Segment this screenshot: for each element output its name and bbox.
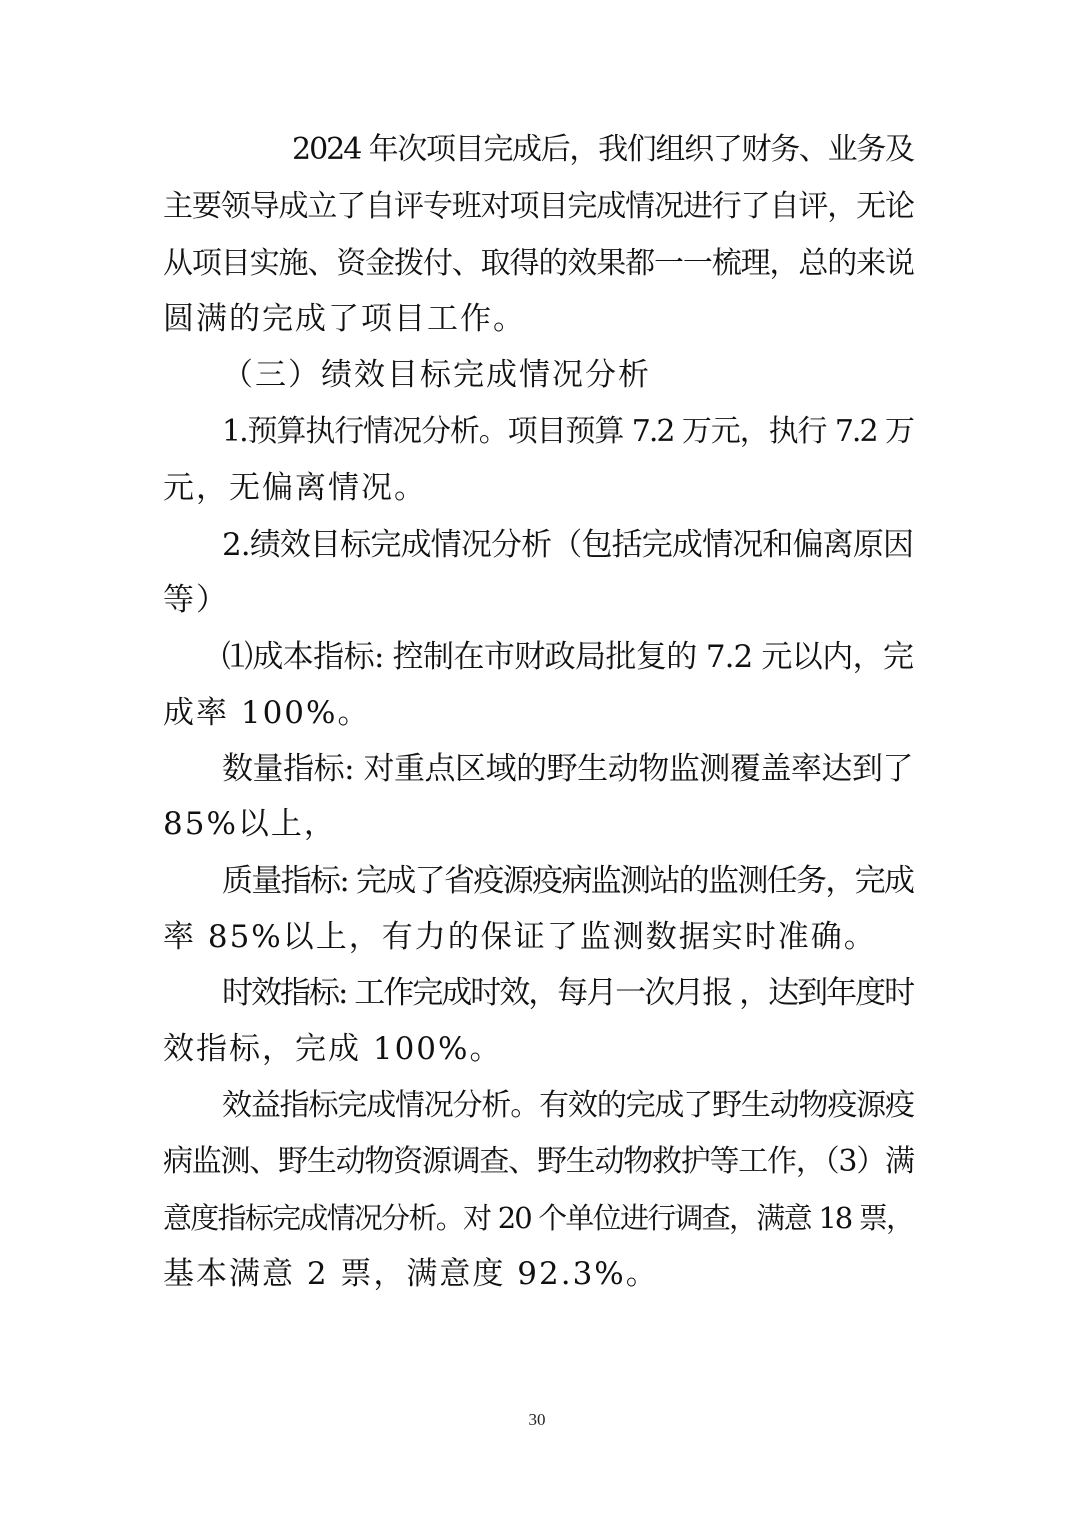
paragraph-line: 质量指标: 完成了省疫源疫病监测站的监测任务，完成 xyxy=(222,863,913,899)
paragraph-line: 成率 100%。 xyxy=(163,695,371,731)
paragraph-line: 意度指标完成情况分析。对 20 个单位进行调查，满意 18 票， xyxy=(163,1201,913,1235)
paragraph-line: ⑴成本指标: 控制在市财政局批复的 7.2 元以内，完 xyxy=(222,639,913,675)
paragraph-line: 率 85%以上，有力的保证了监测数据实时准确。 xyxy=(163,919,877,955)
paragraph-line: 时效指标: 工作完成时效，每月一次月报 ，达到年度时 xyxy=(222,975,914,1011)
paragraph-line: 1.预算执行情况分析。项目预算 7.2 万元，执行 7.2 万 xyxy=(222,414,913,449)
paragraph-line: 2.绩效目标完成情况分析（包括完成情况和偏离原因 xyxy=(222,527,913,563)
paragraph-line: 效指标，完成 100%。 xyxy=(163,1031,503,1067)
paragraph-line: 数量指标: 对重点区域的野生动物监测覆盖率达到了 xyxy=(222,751,913,787)
paragraph-line: 病监测、野生动物资源调查、野生动物救护等工作，（3）满 xyxy=(163,1144,913,1179)
paragraph-line: 从项目实施、资金拨付、取得的效果都一一梳理，总的来说 xyxy=(163,246,913,281)
paragraph-line: 主要领导成立了自评专班对项目完成情况进行了自评，无论 xyxy=(163,189,913,224)
paragraph-line: 效益指标完成情况分析。有效的完成了野生动物疫源疫 xyxy=(222,1088,913,1123)
paragraph-line: 基本满意 2 票，满意度 92.3%。 xyxy=(163,1256,659,1292)
paragraph-line: 元，无偏离情况。 xyxy=(163,470,427,506)
paragraph-line: 等） xyxy=(163,582,229,618)
section-heading: （三）绩效目标完成情况分析 xyxy=(222,357,651,393)
paragraph-line: 圆满的完成了项目工作。 xyxy=(163,301,526,337)
paragraph-line: 2024 年次项目完成后，我们组织了财务、业务及 xyxy=(292,132,913,167)
paragraph-line: 85%以上， xyxy=(163,806,337,842)
page-number: 30 xyxy=(528,1410,546,1429)
